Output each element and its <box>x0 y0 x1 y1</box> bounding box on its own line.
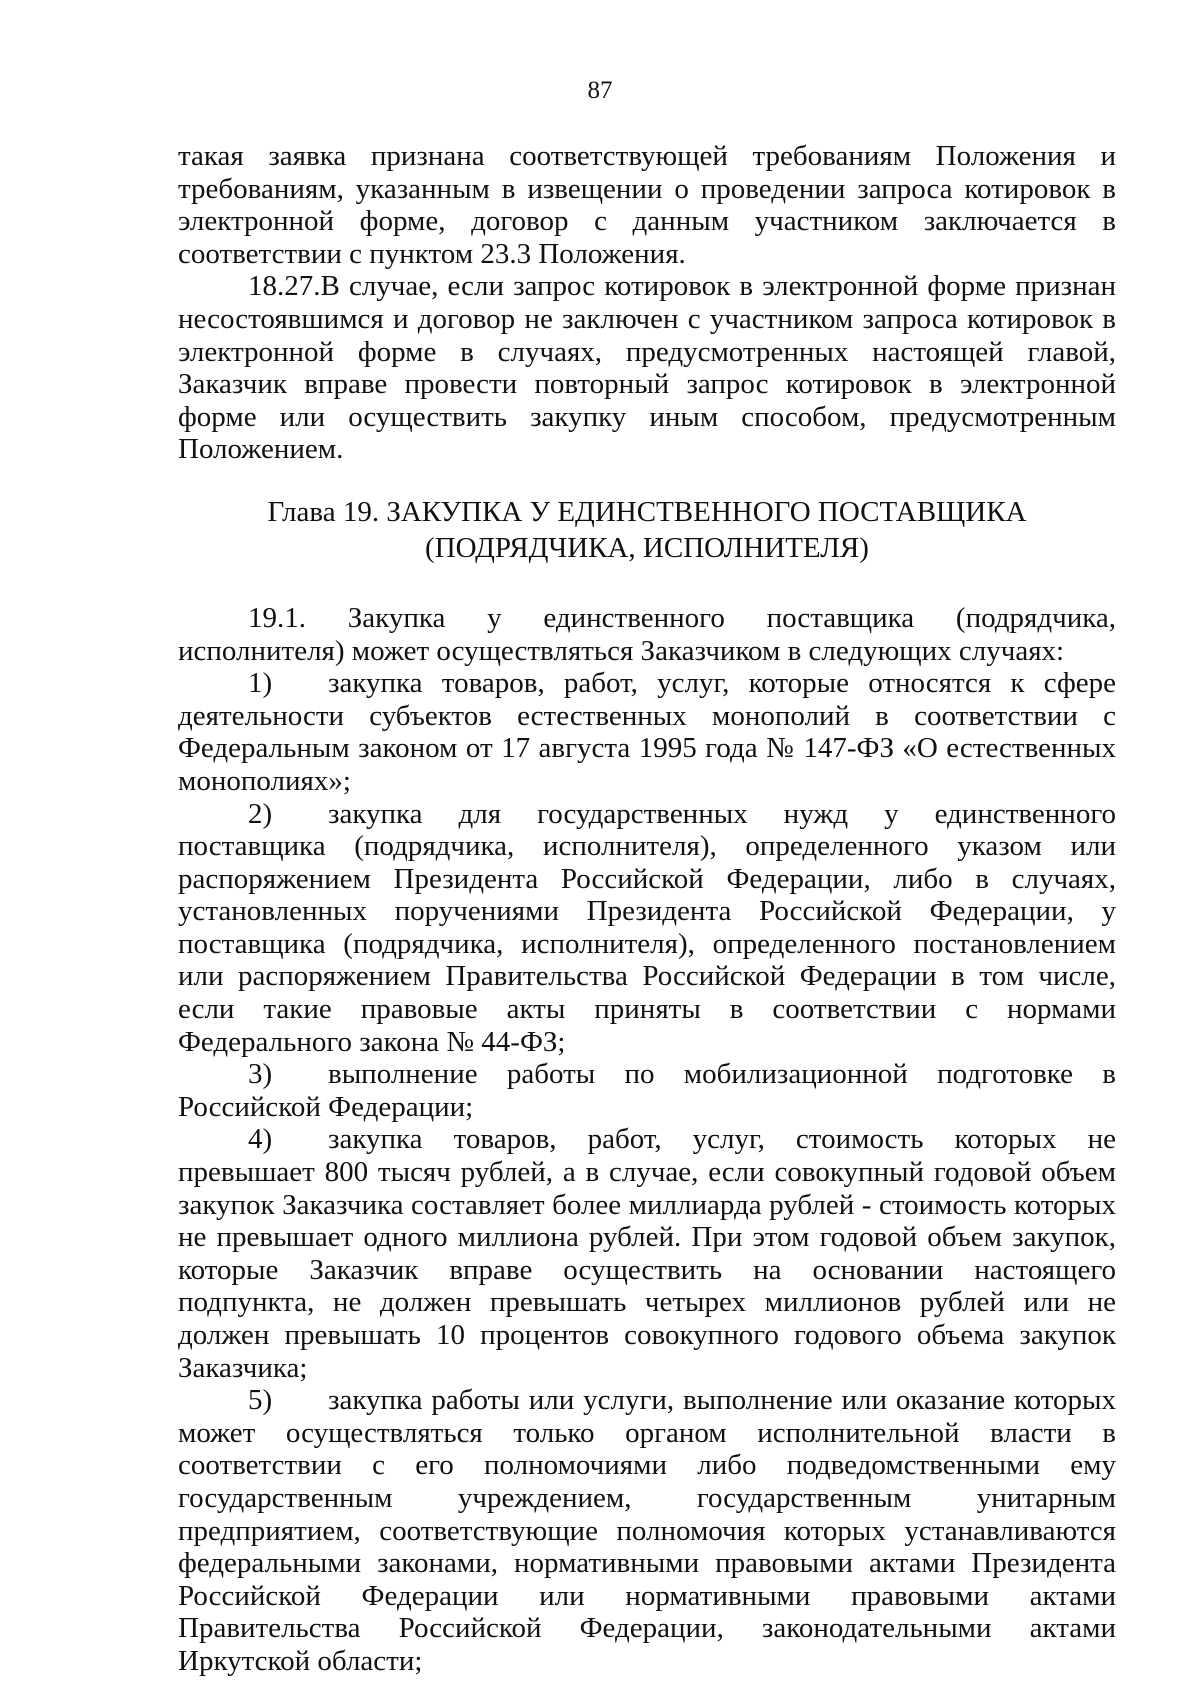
chapter-title-line-1: Глава 19. ЗАКУПКА У ЕДИНСТВЕННОГО ПОСТАВЩИКА <box>267 495 1027 528</box>
list-item-text: закупка товаров, работ, услуг, стоимость которых не превышает 800 тысяч рублей, а в случае, если совокупный годовой объем закупок Заказчика составляет более миллиарда рублей - стоимость которых не превышает одного миллиона рублей. При этом годовой объем закупок, которые Заказчик вправе осуществить на основании настоящего подпункта, не должен превышать четырех миллионов рублей или не должен превышать 10 процентов совокупного годового объема закупок Заказчика; <box>178 1123 1116 1384</box>
list-item-number: 2) <box>248 797 273 830</box>
paragraph-19-1: 19.1. Закупка у единственного поставщика (подрядчика, исполнителя) может осуществляться Заказчиком в следующих случаях: <box>178 601 1116 667</box>
paragraph-18-27: 18.27.В случае, если запрос котировок в электронной форме признан несостоявшимся и договор не заключен с участником запроса котировок в электронной форме в случаях, предусмотренных настоящей главой, Заказчик вправе провести повторный запрос котировок в электронной форме или осуществить закупку иным способом, предусмотренным Положением. <box>178 270 1116 466</box>
list-item <box>178 798 1116 1059</box>
list-item <box>178 667 1116 797</box>
paragraph-continuation: такая заявка признана соответствующей требованиям Положения и требованиям, указанным в извещении о проведении запроса котировок в электронной форме, договор с данным участником заключается в соответствии с пунктом 23.3 Положения. <box>178 140 1116 270</box>
list-item-text: закупка для государственных нужд у единственного поставщика (подрядчика, исполнителя), определенного указом или распоряжением Президента Российской Федерации, либо в случаях, установленных поручениями Президента Российской Федерации, у поставщика (подрядчика, исполнителя), определенного постановлением или распоряжением Правительства Российской Федерации в том числе, если такие правовые акты приняты в соответствии с нормами Федерального закона № 44-ФЗ; <box>178 797 1116 1058</box>
chapter-title-line-2: (ПОДРЯДЧИКА, ИСПОЛНИТЕЛЯ) <box>425 531 869 564</box>
chapter-heading <box>178 494 1116 566</box>
list-item <box>178 1123 1116 1384</box>
list-item-number: 3) <box>248 1058 273 1091</box>
list-item-text: закупка работы или услуги, выполнение или оказание которых может осуществляться только органом исполнительной власти в соответствии с его полномочиями либо подведомственными ему государственным учреждением, государственным унитарным предприятием, соответствующие полномочия которых устанавливаются федеральными законами, нормативными правовыми актами Президента Российской Федерации или нормативными правовыми актами Правительства Российской Федерации, законодательными актами Иркутской области; <box>178 1384 1116 1677</box>
list-item-text: закупка товаров, работ, услуг, которые относятся к сфере деятельности субъектов естественных монополий в соответствии с Федеральным законом от 17 августа 1995 года № 147-ФЗ «О естественных монополиях»; <box>178 667 1116 797</box>
list-item-number: 4) <box>248 1123 273 1156</box>
list-item-number: 5) <box>248 1384 273 1417</box>
page-number: 87 <box>587 77 613 104</box>
list-item <box>178 1058 1116 1123</box>
list-item-number: 1) <box>248 667 273 700</box>
page-content <box>178 140 1116 1678</box>
list-item-text: выполнение работы по мобилизационной подготовке в Российской Федерации; <box>178 1058 1116 1123</box>
list-item <box>178 1384 1116 1677</box>
